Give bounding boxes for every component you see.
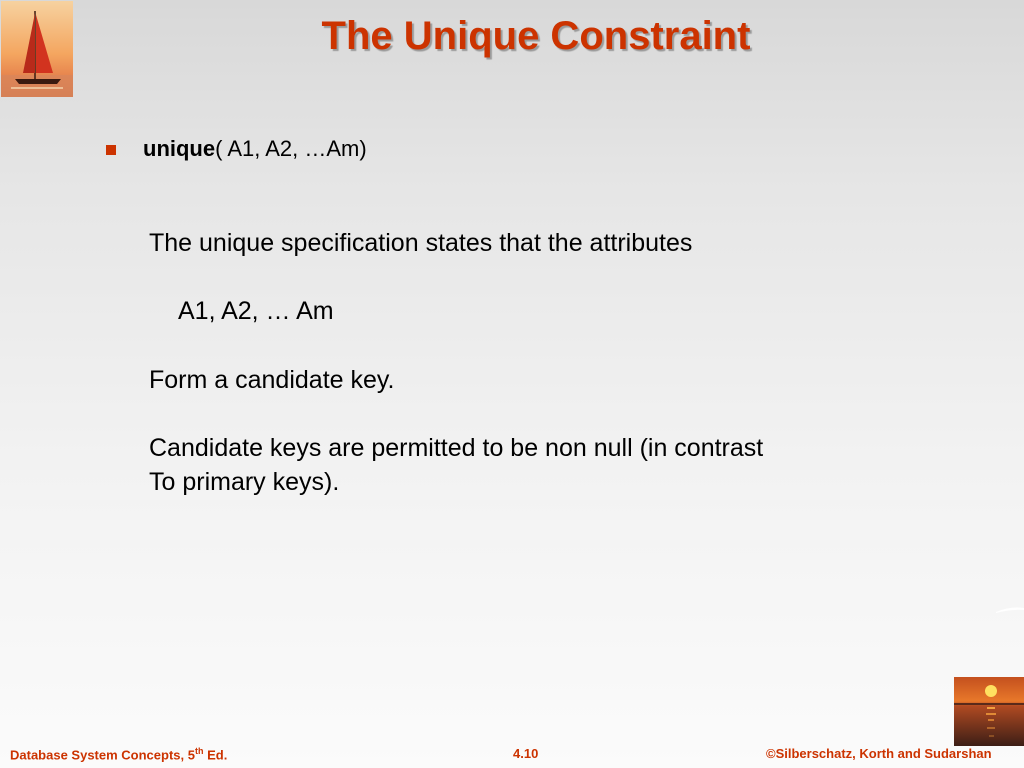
square-bullet-icon [106, 145, 116, 155]
body-line-3: Form a candidate key. [149, 366, 395, 394]
footer-copyright: ©Silberschatz, Korth and Sudarshan [766, 746, 992, 761]
sunset-image-icon [954, 677, 1024, 746]
body-line-1: The unique specification states that the attributes [149, 229, 693, 257]
bullet-text: ( A1, A2, …Am) [215, 136, 367, 161]
footer-page-number: 4.10 [513, 746, 539, 761]
footer-title-prefix: Database System Concepts, 5 [10, 747, 195, 763]
body-line-4: Candidate keys are permitted to be non null (in contrast [149, 434, 764, 462]
bullet-keyword: unique [143, 136, 216, 161]
bullet-item [106, 136, 367, 162]
footer-title-sup: th [194, 746, 204, 756]
swoosh-decoration-icon [996, 606, 1024, 614]
body-line-2: A1, A2, … Am [178, 297, 334, 325]
footer-title-suffix: Ed. [203, 747, 228, 763]
body-line-5: To primary keys). [149, 468, 340, 496]
slide-title: The Unique Constraint [321, 14, 751, 58]
footer-book-title [10, 746, 227, 762]
